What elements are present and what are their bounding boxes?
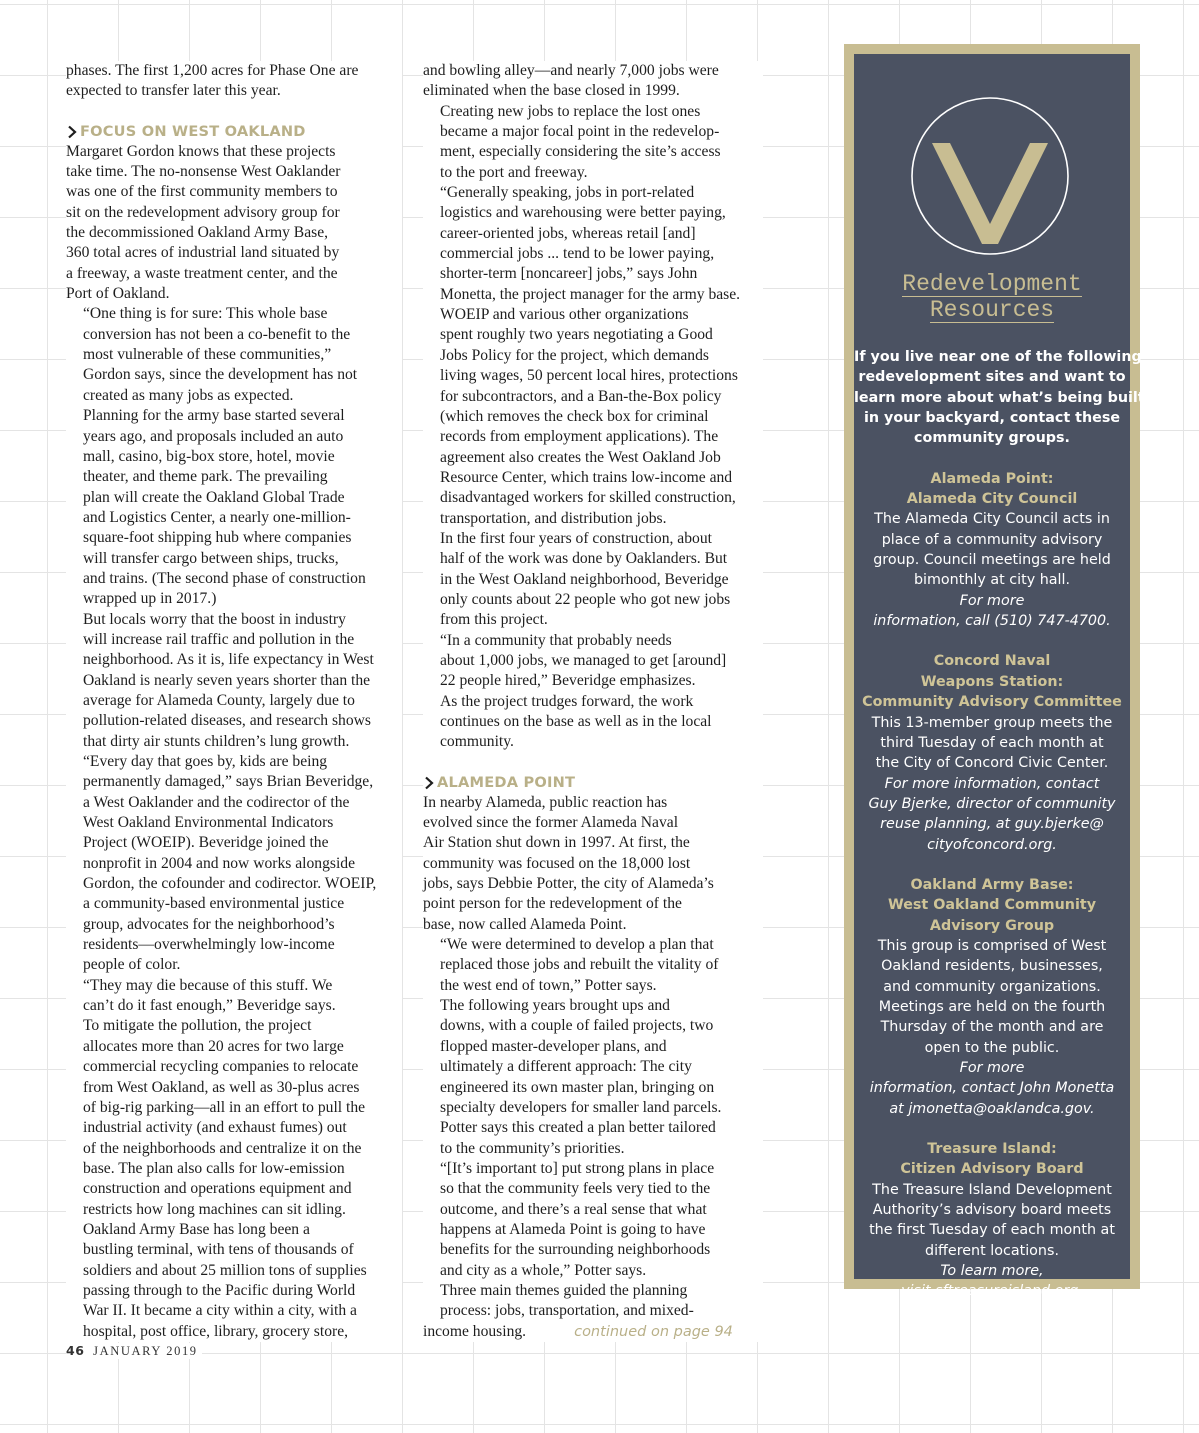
paragraph [66,752,402,976]
paragraph [423,692,763,753]
paragraph [66,142,402,305]
text-line: commercial recycling companies to relocate [83,1058,359,1076]
text-line: Gordon, the cofounder and codirector. WOEIP, [83,875,377,893]
text-line: half of the work was done by Oaklanders. But [440,550,728,568]
text-line: Air Station shut down in 1997. At first, the [423,834,690,852]
text-line: of big-rig parking—all in an effort to pull the [83,1098,366,1116]
text-line: ultimately a different approach: The city [440,1058,692,1076]
text-line: Oakland Army Base has long been a [83,1220,310,1238]
text-line: “One thing is for sure: This whole base [83,305,328,323]
text-line: career-oriented jobs, whereas retail [and] [440,224,696,242]
column-1-paragraphs [66,142,402,1342]
sidebar-intro-line: redevelopment sites and want to [858,369,1126,386]
resource-group-text: Thursday of the month and are [880,1019,1104,1036]
continued-link[interactable]: continued on page 94 [574,1323,733,1340]
text-line: in the West Oakland neighborhood, Beveridge [440,570,729,588]
paragraph [66,1220,402,1342]
resource-group-heading: Community Advisory Committee [862,694,1122,711]
resource-group-heading: Advisory Group [929,917,1055,934]
sidebar-title [854,271,1130,323]
resource-group-heading: Alameda City Council [906,491,1078,508]
text-line: eliminated when the base closed in 1999. [423,82,680,100]
text-line: benefits for the surrounding neighborhoods [440,1241,711,1259]
text-line: disadvantaged workers for skilled construction, [440,489,736,507]
text-line: commercial jobs ... tend to be lower paying, [440,245,715,263]
text-line: to the community’s priorities. [440,1139,625,1157]
resource-group-heading: Weapons Station: [920,673,1064,690]
text-line: soldiers and about 25 million tons of supplies [83,1261,367,1279]
text-line: base, now called Alameda Point. [423,915,627,933]
text-line: construction and operations equipment and [83,1180,352,1198]
column-2-paragraphs-b [423,793,763,1322]
text-line: will transfer cargo between ships, trucks, [83,549,339,567]
resource-group-contact: information, call (510) 747-4700. [873,613,1111,630]
text-line: a West Oaklander and the codirector of the [83,793,350,811]
sidebar-title-line: Redevelopment [902,271,1082,297]
resource-group [854,651,1130,854]
text-line: became a major focal point in the redevelop- [440,123,720,141]
text-line: specialty developers for smaller land parcels. [440,1098,722,1116]
text-line: Creating new jobs to replace the lost ones [440,102,701,120]
text-line: agreement also creates the West Oakland Job [440,448,721,466]
column-1-top-lines [66,61,402,102]
resource-group-text: Authority’s advisory board meets [872,1202,1112,1219]
resource-group-contact: Guy Bjerke, director of community [868,795,1116,812]
text-line: WOEIP and various other organizations [440,306,689,324]
text-line: average for Alameda County, largely due to [83,691,355,709]
text-line: to the port and freeway. [440,163,588,181]
text-line: industrial activity (and exhaust fumes) out [83,1119,347,1137]
column-2-paragraphs-a [423,102,763,753]
chevron-right-icon [423,776,435,790]
chevron-right-icon [66,125,78,139]
resource-group-text: bimonthly at city hall. [913,572,1071,589]
text-line: engineered its own master plan, bringing on [440,1078,715,1096]
text-line: Jobs Policy for the project, which demands [440,346,709,364]
resource-group-text: This group is comprised of West [877,937,1107,954]
chevron-down-emblem-icon [910,96,1070,256]
text-line: West Oakland Environmental Indicators [83,814,334,832]
paragraph [423,529,763,631]
text-line: 22 people hired,” Beveridge emphasizes. [440,672,696,690]
text-line: conversion has not been a co-benefit to the [83,325,351,343]
text-line: Potter says this created a plan better tailored [440,1119,716,1137]
text-line: residents—overwhelmingly low-income [83,936,335,954]
resource-group-contact: For more [959,592,1025,609]
text-line: process: jobs, transportation, and mixed- [440,1302,694,1320]
text-line: jobs, says Debbie Potter, the city of Alameda’s [423,875,714,893]
resource-group-contact: For more [959,1060,1025,1076]
sidebar-groups [854,469,1130,1302]
text-line: from West Oakland, as well as 30-plus acres [83,1078,360,1096]
resource-group-text: open to the public. [924,1039,1060,1056]
text-line: ment, especially considering the site’s access [440,143,721,161]
text-line: Oakland is nearly seven years shorter than the [83,671,371,689]
text-line: wrapped up in 2017.) [83,590,217,608]
text-line: In the first four years of construction, about [440,529,712,547]
text-line: can’t do it fast enough,” Beveridge says. [83,997,336,1015]
resource-group-contact: information, contact John Monetta [869,1080,1115,1097]
sidebar-intro-line: community groups. [914,430,1070,447]
paragraph [423,305,763,529]
text-line: (which removes the check box for criminal [440,407,709,425]
text-line: the decommissioned Oakland Army Base, [66,224,329,242]
resource-group-text: and community organizations. [883,978,1101,995]
text-line: from this project. [440,611,548,629]
text-line: neighborhood. As it is, life expectancy in West [83,651,374,669]
paragraph [423,102,763,183]
paragraph [423,1281,763,1322]
paragraph [66,304,402,406]
text-line: that dirty air stunts children’s lung growth. [83,732,350,750]
text-line: and trains. (The second phase of construction [83,569,366,587]
text-line: permanently damaged,” says Brian Beveridge, [83,773,374,791]
text-line: Margaret Gordon knows that these projects [66,142,336,160]
resource-group-text: the first Tuesday of each month at [869,1222,1115,1239]
text-line: square-foot shipping hub where companies [83,529,352,547]
text-line: “They may die because of this stuff. We [83,976,333,994]
resource-group-contact: cityofconcord.org. [927,836,1057,853]
text-line: But locals worry that the boost in industry [83,610,346,628]
text-line: nonprofit in 2004 and now works alongside [83,854,355,872]
text-line: the west end of town,” Potter says. [440,976,657,994]
text-line: “Every day that goes by, kids are being [83,753,328,770]
text-line: income housing. [423,1322,527,1340]
text-line: Three main themes guided the planning [440,1281,688,1299]
text-line: will increase rail traffic and pollution in the [83,630,355,648]
text-line: logistics and warehousing were better paying, [440,204,726,222]
resource-group-contact: To learn more, [940,1263,1044,1280]
section-heading-text: ALAMEDA POINT [437,773,576,791]
resource-group-contact: visit sftreasureisland.org. [901,1283,1083,1300]
paragraph [423,1159,763,1281]
resource-group [854,469,1130,632]
column-2-top-lines [423,61,763,102]
text-line: transportation, and distribution jobs. [440,509,667,527]
page-footer [66,1343,202,1359]
text-line: plan will create the Oakland Global Trade [83,488,345,506]
text-line: so that the community feels very tied to the [440,1180,711,1198]
text-line: pollution-related diseases, and research shows [83,712,371,730]
text-line: most vulnerable of these communities,” [83,346,332,364]
paragraph [423,935,763,996]
paragraph [423,183,763,305]
text-line: Planning for the army base started several [83,407,345,425]
text-line: years ago, and proposals included an auto [83,427,344,445]
resource-group-text: place of a community advisory [881,531,1103,548]
resource-group-contact: reuse planning, at guy.bjerke@ [880,816,1104,833]
section-heading-west-oakland [66,122,402,142]
resource-group-text: different locations. [925,1242,1059,1259]
text-line: “Generally speaking, jobs in port-related [440,184,695,202]
resource-group [854,1139,1130,1302]
text-line: War II. It became a city within a city, with a [83,1302,357,1320]
text-line: allocates more than 20 acres for two large [83,1037,344,1055]
text-line: base. The plan also calls for low-emission [83,1159,345,1177]
last-paragraph-line [423,1322,763,1342]
text-line: living wages, 50 percent local hires, protections [440,367,738,385]
text-line: restricts how long machines can sit idling. [83,1200,346,1218]
text-line: continues on the base as well as in the local [440,713,712,730]
sidebar-title-line: Resources [929,297,1055,323]
sidebar-intro-line: learn more about what’s being built [854,389,1145,406]
text-line: mall, casino, big-box store, hotel, movie [83,447,335,465]
resource-group-heading: Citizen Advisory Board [900,1161,1084,1178]
resource-group-heading: Treasure Island: [927,1141,1057,1158]
resource-group-heading: Oakland Army Base: [910,876,1074,893]
text-line: hospital, post office, library, grocery store, [83,1322,349,1340]
text-line: and Logistics Center, a nearly one-million- [83,508,351,526]
text-line: theater, and theme park. The prevailing [83,468,328,486]
text-line: outcome, and there’s a real sense that what [440,1200,707,1218]
text-line: a freeway, a waste treatment center, and the [66,264,338,282]
text-line: Port of Oakland. [66,285,170,303]
resource-group-heading: Alameda Point: [930,470,1054,487]
resource-group-contact: at jmonetta@oaklandca.gov. [889,1100,1095,1117]
resource-group-heading: Concord Naval [933,653,1051,670]
text-line: “In a community that probably needs [440,631,672,649]
text-line: was one of the first community members to [66,183,338,201]
text-line: “[It’s important to] put strong plans in place [440,1159,715,1177]
text-line: 360 total acres of industrial land situated by [66,244,340,262]
paragraph [66,1016,402,1219]
sidebar-body [854,347,1145,1302]
text-line: replaced those jobs and rebuilt the vitality of [440,956,719,974]
resource-group-text: group. Council meetings are held [873,552,1111,569]
sidebar-intro [854,347,1145,449]
text-line: passing through to the Pacific during World [83,1281,356,1299]
page-number: 46 [66,1343,85,1358]
text-line: “We were determined to develop a plan that [440,936,714,954]
resource-group [854,875,1130,1119]
sidebar-frame [844,44,1145,1300]
text-line: shorter-term [noncareer] jobs,” says John [440,265,698,283]
text-line: sit on the redevelopment advisory group for [66,203,340,221]
text-line: evolved since the former Alameda Naval [423,814,679,832]
text-line: and bowling alley—and nearly 7,000 jobs were [423,62,719,79]
text-line: only counts about 22 people who got new jobs [440,590,731,608]
text-line: community was focused on the 18,000 lost [423,854,691,872]
text-line: for subcontractors, and a Ban-the-Box policy [440,387,722,405]
text-line: people of color. [83,956,181,974]
resource-group-text: Meetings are held on the fourth [878,998,1106,1015]
text-line: The following years brought ups and [440,997,670,1015]
text-line: bustling terminal, with tens of thousands of [83,1241,354,1259]
paragraph [423,996,763,1159]
paragraph [66,976,402,1017]
text-line: To mitigate the pollution, the project [83,1017,312,1035]
section-heading-text: FOCUS ON WEST OAKLAND [80,122,306,140]
redevelopment-resources-sidebar [854,54,1145,1300]
resource-group-heading: West Oakland Community [887,897,1097,914]
text-line: As the project trudges forward, the work [440,692,694,710]
text-line: community. [440,733,514,751]
text-line: group, advocates for the neighborhood’s [83,915,335,933]
resource-group-text: The Treasure Island Development [872,1181,1112,1198]
resource-group-text: the City of Concord Civic Center. [875,755,1109,772]
text-line: Gordon says, since the development has not [83,366,358,384]
sidebar-intro-line: in your backyard, contact these [863,410,1121,427]
text-line: Monetta, the project manager for the army base. [440,285,741,303]
text-line: phases. The first 1,200 acres for Phase One are [66,62,359,79]
issue-date: JANUARY 2019 [93,1344,198,1358]
text-line: about 1,000 jobs, we managed to get [around] [440,651,727,669]
text-line: take time. The no-nonsense West Oaklander [66,163,341,181]
article-column-1 [66,61,402,1342]
paragraph [66,406,402,609]
text-line: Resource Center, which trains low-income and [440,468,733,486]
resource-group-text: third Tuesday of each month at [880,734,1104,751]
sidebar-intro-line: If you live near one of the following [854,349,1142,365]
text-line: happens at Alameda Point is going to have [440,1220,706,1238]
text-line: downs, with a couple of failed projects, two [440,1017,714,1035]
text-line: flopped master-developer plans, and [440,1037,667,1055]
paragraph [423,631,763,692]
paragraph [423,793,763,935]
resource-group-contact: For more information, contact [884,775,1100,792]
resource-group-text: The Alameda City Council acts in [874,511,1110,528]
article-column-2 [423,61,763,1342]
text-line: expected to transfer later this year. [66,82,281,100]
text-line: of the neighborhoods and centralize it on the [83,1139,362,1157]
text-line: In nearby Alameda, public reaction has [423,793,668,811]
text-line: point person for the redevelopment of the [423,895,682,913]
section-heading-alameda-point [423,773,763,793]
paragraph [66,610,402,752]
text-line: Project (WOEIP). Beveridge joined the [83,834,329,852]
resource-group-text: This 13-member group meets the [871,714,1113,731]
text-line: a community-based environmental justice [83,895,345,913]
resource-group-text: Oakland residents, businesses, [881,958,1103,975]
text-line: and city as a whole,” Potter says. [440,1261,647,1279]
text-line: records from employment applications). The [440,428,719,446]
text-line: spent roughly two years negotiating a Good [440,326,713,344]
text-line: created as many jobs as expected. [83,386,294,404]
